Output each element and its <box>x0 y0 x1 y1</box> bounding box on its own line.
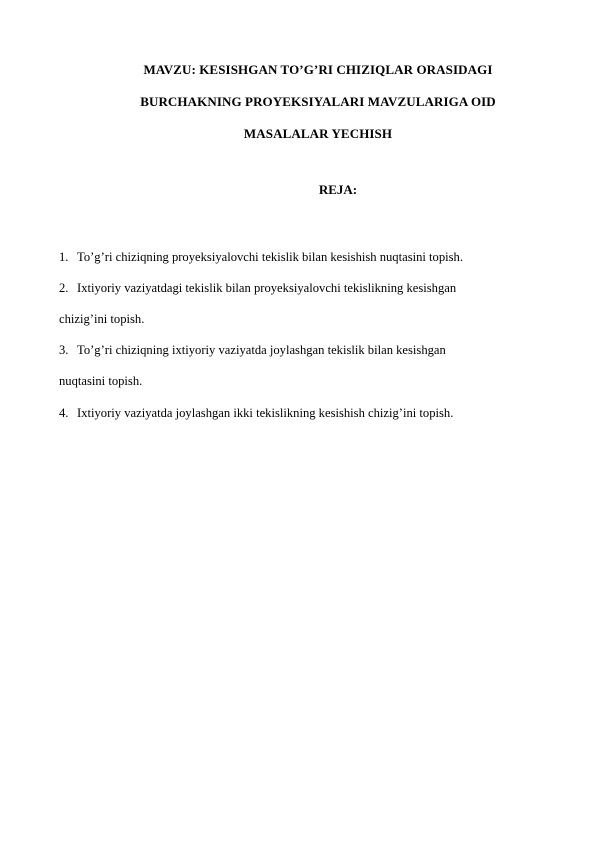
list-item-number: 4. <box>59 406 69 420</box>
title-line-2: BURCHAKNING PROYEKSIYALARI MAVZULARIGA OID <box>140 94 496 109</box>
list-item-continuation: chizig’ini topish. <box>59 312 145 326</box>
list-item <box>59 406 453 421</box>
list-item-text: To’g’ri chiziqning proyeksiyalovchi tekislik bilan kesishish nuqtasini topish. <box>77 250 463 264</box>
title-line-3: MASALALAR YECHISH <box>243 126 393 141</box>
title-line-1: MAVZU: KESISHGAN TO’G’RI CHIZIQLAR ORASIDAGI <box>143 62 493 77</box>
list-item <box>59 250 463 265</box>
list-item-continuation: nuqtasini topish. <box>59 374 143 388</box>
list-item-number: 3. <box>59 343 69 357</box>
list-item-text: Ixtiyoriy vaziyatda joylashgan ikki tekislikning kesishish chizig’ini topish. <box>77 406 454 420</box>
list-item-text: Ixtiyoriy vaziyatdagi tekislik bilan proyeksiyalovchi tekislikning kesishgan <box>77 281 457 295</box>
list-item <box>59 343 446 358</box>
list-item <box>59 281 456 296</box>
list-item-number: 2. <box>59 281 69 295</box>
plan-heading: REJA: <box>318 182 358 197</box>
list-item-text: To’g’ri chiziqning ixtiyoriy vaziyatda joylashgan tekislik bilan kesishgan <box>77 343 446 357</box>
list-item-number: 1. <box>59 250 69 264</box>
